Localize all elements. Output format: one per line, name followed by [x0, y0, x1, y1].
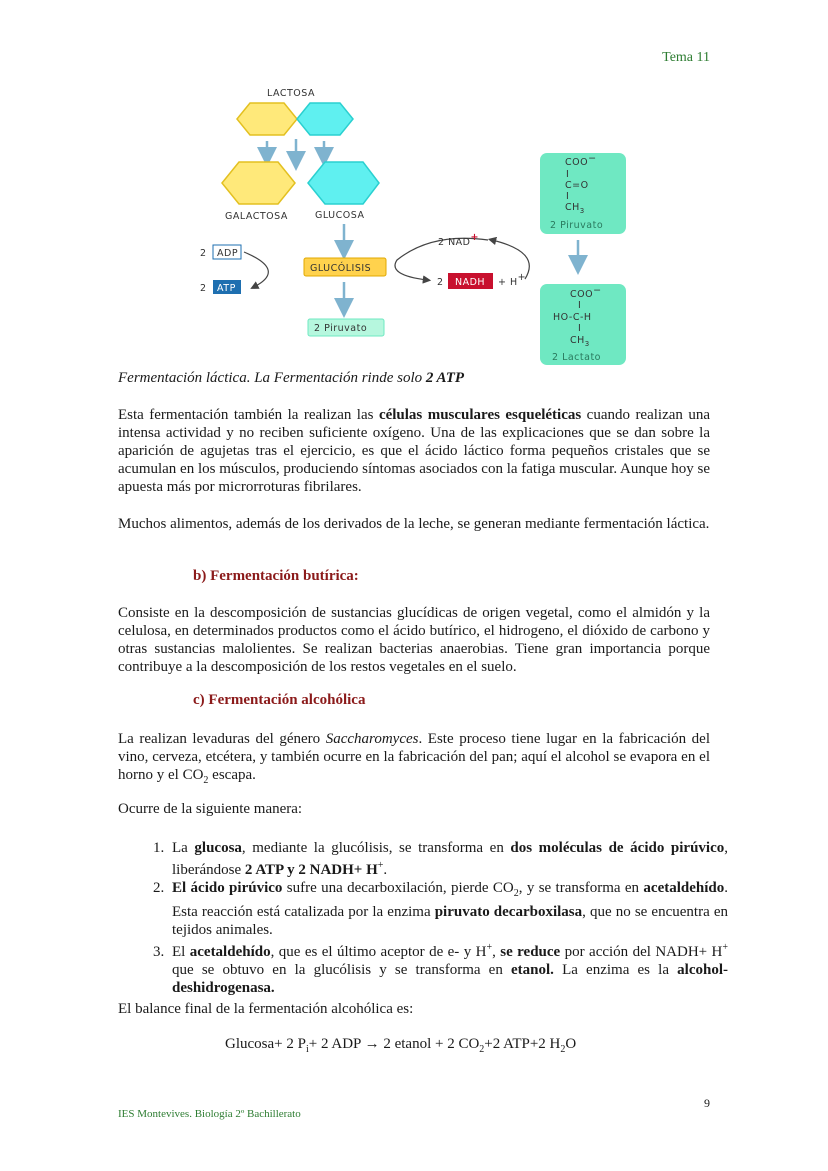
h-plus-superscript: +: [517, 272, 527, 283]
s3-b2: se reduce: [500, 944, 561, 960]
piruvato-box-label: 2 Piruvato: [550, 220, 604, 231]
eq-sub2: 2: [479, 1044, 485, 1055]
p4-text3: escapa.: [208, 767, 256, 783]
s3-t4: por acción del NADH+ H: [560, 944, 723, 960]
s1-t1: La: [172, 840, 195, 856]
eq-t2: + 2 ADP → 2 etanol + 2 CO: [308, 1036, 480, 1052]
lactosa-glucose-hexagon: [297, 103, 353, 135]
s3-t3: ,: [492, 944, 501, 960]
lactato-ch-sub: 3: [584, 340, 590, 348]
equation-balance: [225, 1036, 576, 1055]
glucosa-hexagon: [308, 162, 379, 204]
s3-t2: , que es el último aceptor de e- y H: [270, 944, 487, 960]
diagram-svg: [192, 82, 642, 367]
s3-t6: La enzima es la: [553, 962, 678, 978]
s2-sub: 2: [513, 888, 519, 899]
piruvato-coo-sup: −: [588, 153, 597, 164]
piruvato-coo: COO: [565, 157, 589, 168]
caption-bold: 2 ATP: [425, 370, 465, 386]
p4-text1: La realizan levaduras del género: [118, 731, 326, 747]
p4-text2: . Este proceso tiene lugar en la fabricación del vino, cerveza, etcétera, y también ocurre en la fabricación del pan; aquí el alcohol se evapora en el horno y el CO: [118, 731, 710, 783]
header-topic: Tema 11: [662, 50, 710, 65]
s3-t1: El: [172, 944, 190, 960]
s2-t3: . Esta reacción está catalizada por la enzima: [172, 880, 728, 920]
adp-count: 2: [200, 248, 207, 259]
figure-caption: [118, 370, 464, 387]
s2-t1: sufre una decarboxilación, pierde CO: [282, 880, 514, 896]
s3-b4: alcohol-deshidrogenasa.: [172, 962, 728, 996]
eq-t1: Glucosa+ 2 P: [225, 1036, 306, 1052]
s1-t3: , liberándose: [172, 840, 728, 878]
step-3: [168, 939, 728, 997]
paragraph-muscle: [118, 406, 710, 496]
piruvato-line4: I: [566, 191, 570, 202]
s1-b1: glucosa: [194, 840, 242, 856]
p1-text2: cuando realizan una intensa actividad y no reciben suficiente oxígeno. Una de las explicaciones que se dan sobre la aparición de agujetas tras el ejercicio, es que el ácido láctico forma pequeños cristales que se acumulan en los músculos, produciendo síntomas asociados con la fatiga muscular. Aunque hoy se apuesta más por microrroturas fibrilares.: [118, 407, 711, 495]
s1-t2: , mediante la glucólisis, se transforma en: [241, 840, 511, 856]
step-1: [168, 839, 728, 879]
s2-b3: piruvato decarboxilasa: [434, 904, 583, 920]
s2-t2: , y se transforma en: [518, 880, 644, 896]
s3-b3: etanol.: [511, 962, 554, 978]
eq-t4: O: [565, 1036, 577, 1052]
lactato-coo: COO: [570, 289, 594, 300]
piruvato-line3: C=O: [565, 180, 589, 191]
page-number: 9: [704, 1096, 710, 1110]
steps-list: [150, 839, 728, 997]
eq-t3: +2 ATP+2 H: [484, 1036, 561, 1052]
h-plus-text: + H: [498, 277, 518, 288]
p1-text1: Esta fermentación también la realizan las: [118, 407, 379, 423]
piruvato-ch-sub: 3: [579, 207, 585, 215]
p1-bold: células musculares esqueléticas: [378, 407, 582, 423]
lactosa-galactose-hexagon: [237, 103, 297, 135]
paragraph-alcoholica: [118, 730, 710, 790]
lactato-ch: CH: [570, 335, 585, 346]
s3-t5: que se obtuvo en la glucólisis y se transforma en: [172, 962, 511, 978]
paragraph-foods: Muchos alimentos, además de los derivados de la leche, se generan mediante fermentación láctica.: [118, 516, 710, 532]
s1-t4: .: [383, 862, 388, 878]
piruvato-output-label: 2 Piruvato: [314, 323, 368, 334]
eq-sub3: 2: [560, 1044, 566, 1055]
lactato-box-label: 2 Lactato: [552, 352, 601, 363]
s1-b3: 2 ATP y 2 NADH+ H: [244, 862, 378, 878]
step-2: [168, 879, 728, 939]
paragraph-balance: El balance final de la fermentación alcohólica es:: [118, 1001, 414, 1017]
lactato-line2: I: [578, 300, 582, 311]
nad-superscript: +: [470, 232, 479, 243]
s3-sup1: +: [486, 942, 493, 953]
piruvato-line2: I: [566, 169, 570, 180]
caption-text: Fermentación láctica. La Fermentación rinde solo: [118, 370, 426, 386]
nadh-label: NADH: [455, 277, 486, 288]
p4-italic: Saccharomyces: [325, 731, 419, 747]
lactato-line4: I: [578, 323, 582, 334]
atp-label: ATP: [217, 283, 236, 294]
adp-label: ADP: [217, 248, 239, 259]
lactic-fermentation-diagram: [192, 82, 642, 367]
paragraph-butirica: Consiste en la descomposición de sustancias glucídicas de origen vegetal, como el almidón y la celulosa, en determinados productos como el ácido butírico, el hidrogeno, el dióxido de carbono y otras sustancias malolientes. Se realizan bacterias anaerobias. Tiene gran importancia porque contribuye a la descomposición de los restos vegetales en el suelo.: [118, 605, 710, 675]
paragraph-intro-steps: Ocurre de la siguiente manera:: [118, 801, 303, 817]
nad-label: [438, 232, 479, 248]
p4-sub: 2: [203, 775, 209, 786]
piruvato-ch: CH: [565, 202, 580, 213]
section-heading-alcoholica: c) Fermentación alcohólica: [193, 692, 366, 708]
section-heading-butirica: b) Fermentación butírica:: [193, 568, 359, 584]
s1-sup: +: [377, 860, 384, 871]
lactosa-label: LACTOSA: [267, 88, 315, 99]
atp-count: 2: [200, 283, 207, 294]
s2-b1: El ácido pirúvico: [172, 880, 283, 896]
lactato-coo-sup: −: [593, 285, 602, 296]
h-plus-label: [498, 272, 526, 288]
glucolisis-label: GLUCÓLISIS: [310, 263, 372, 274]
lactato-line3: HO-C-H: [553, 312, 592, 323]
s3-sup2: +: [722, 942, 728, 953]
s2-t4: , que no se encuentra en tejidos animales.: [172, 904, 728, 938]
s3-b1: acetaldehído: [189, 944, 271, 960]
footer-text: IES Montevives. Biología 2º Bachillerato: [118, 1108, 301, 1120]
galactosa-label: GALACTOSA: [225, 211, 288, 222]
nad-text: 2 NAD: [438, 237, 471, 248]
eq-sub1: i: [305, 1044, 309, 1055]
galactosa-hexagon: [222, 162, 295, 204]
adp-atp-curve: [244, 252, 268, 287]
s1-b2: dos moléculas de ácido pirúvico: [510, 840, 725, 856]
nadh-count: 2: [437, 277, 444, 288]
s2-b2: acetaldehído: [643, 880, 725, 896]
glucosa-label: GLUCOSA: [315, 210, 365, 221]
